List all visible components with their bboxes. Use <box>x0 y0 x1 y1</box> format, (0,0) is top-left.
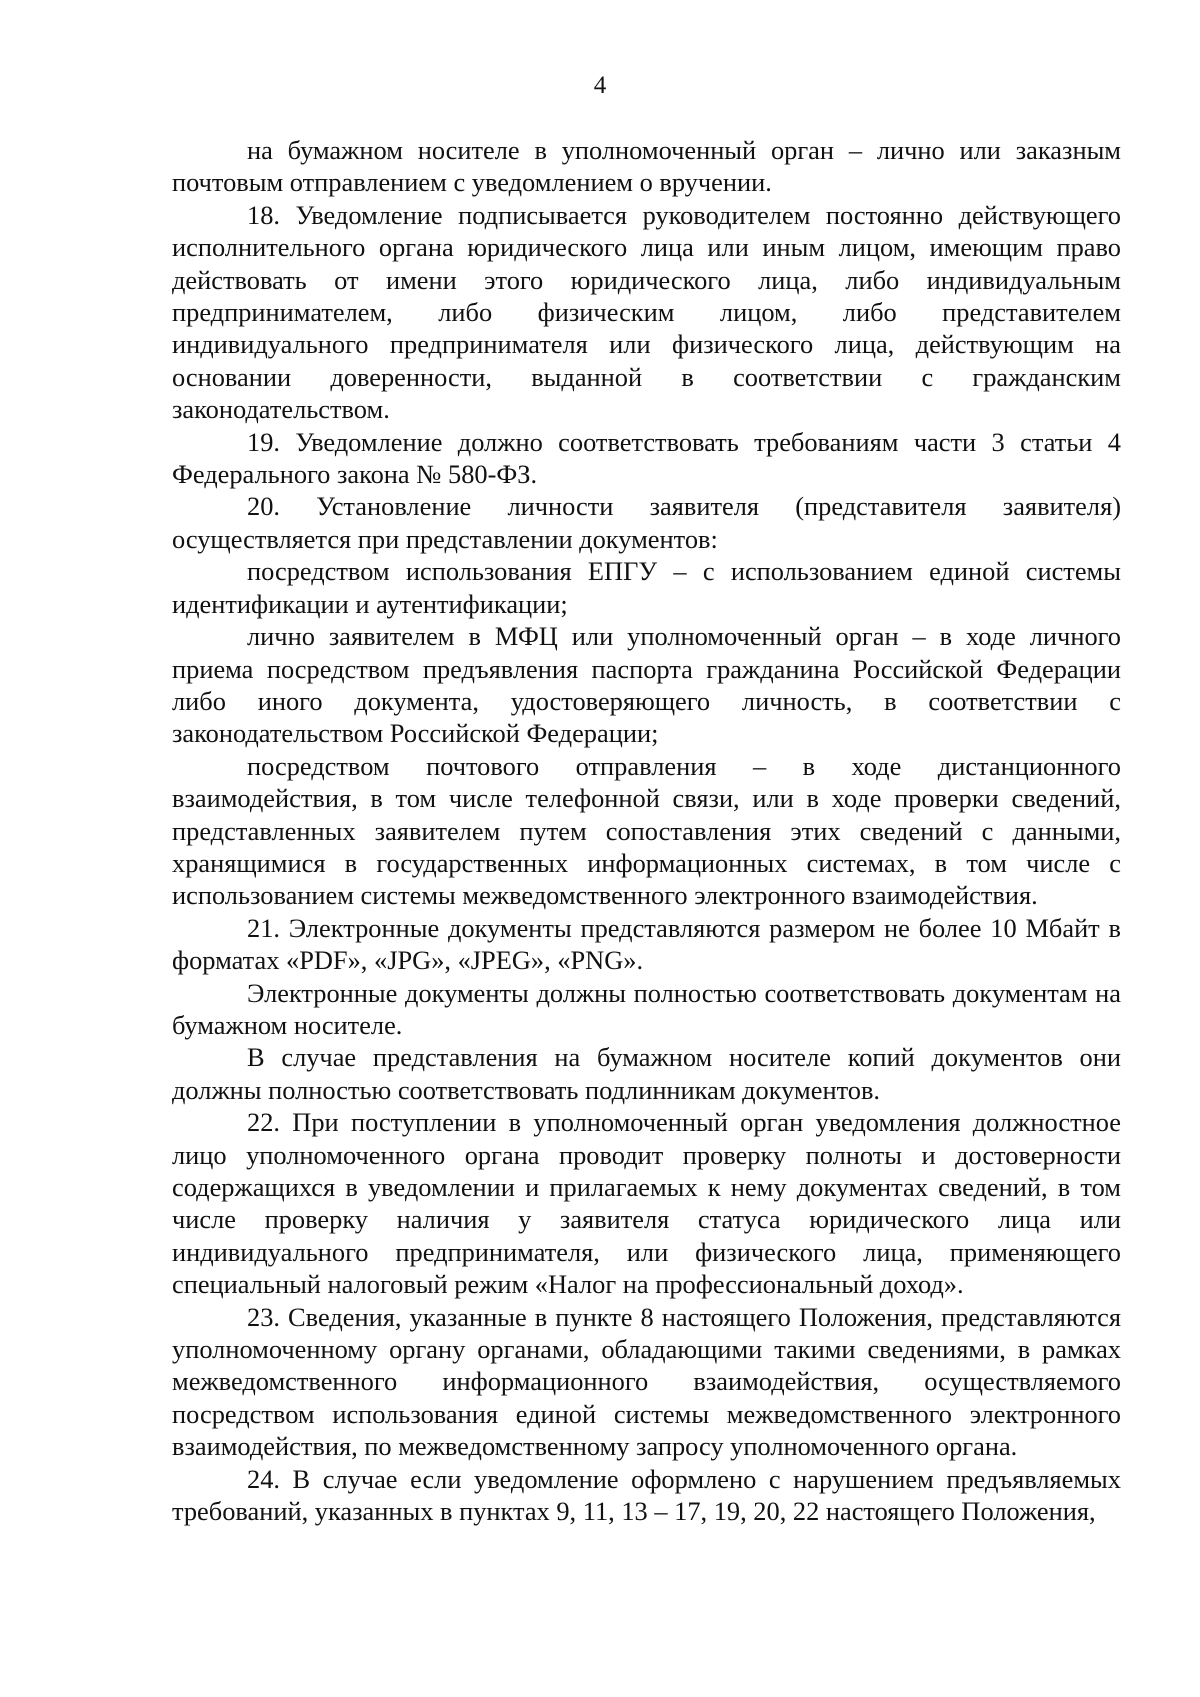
paragraph-item-18: 18. Уведомление подписывается руководителем постоянно действующего исполнительного органа юридического лица или иным лицом, имеющим право действовать от имени этого юридического лица, либо индивидуальным предпринимателем, либо физическим лицом, либо представителем индивидуального предпринимателя или физического лица, действующим на основании доверенности, выданной в соответствии с гражданским законодательством. <box>172 199 1121 425</box>
paragraph-item-21: 21. Электронные документы представляются размером не более 10 Мбайт в форматах «PDF», «JPG», «JPEG», «PNG». <box>172 912 1121 976</box>
paragraph-item-20-postal: посредством почтового отправления – в ходе дистанционного взаимодействия, в том числе телефонной связи, или в ходе проверки сведений, представленных заявителем путем сопоставления этих сведений с данными, хранящимися в государственных информационных системах, в том числе с использованием системы межведомственного электронного взаимодействия. <box>172 750 1121 911</box>
paragraph-item-20-in-person: лично заявителем в МФЦ или уполномоченный орган – в ходе личного приема посредством предъявления паспорта гражданина Российской Федерации либо иного документа, удостоверяющего личность, в соответствии с законодательством Российской Федерации; <box>172 621 1121 749</box>
document-body <box>172 134 1121 1527</box>
paragraph-item-21-paper-copies: В случае представления на бумажном носителе копий документов они должны полностью соответствовать подлинникам документов. <box>172 1042 1121 1105</box>
paragraph-item-21-electronic: Электронные документы должны полностью соответствовать документам на бумажном носителе. <box>172 977 1121 1040</box>
paragraph-item-20-epgu: посредством использования ЕПГУ – с использованием единой системы идентификации и аутентификации; <box>172 556 1121 619</box>
paragraph-continuation: на бумажном носителе в уполномоченный орган – лично или заказным почтовым отправлением с уведомлением о вручении. <box>172 135 1121 198</box>
paragraph-item-20: 20. Установление личности заявителя (представителя заявителя) осуществляется при представлении документов: <box>172 491 1121 554</box>
paragraph-item-23: 23. Сведения, указанные в пункте 8 настоящего Положения, представляются уполномоченному органу органами, обладающими такими сведениями, в рамках межведомственного информационного взаимодействия, осуществляемого посредством использования единой системы межведомственного электронного взаимодействия, по межведомственному запросу уполномоченного органа. <box>172 1301 1121 1462</box>
paragraph-item-24: 24. В случае если уведомление оформлено с нарушением предъявляемых требований, указанных в пунктах 9, 11, 13 – 17, 19, 20, 22 настоящего Положения, <box>172 1463 1121 1527</box>
paragraph-item-19: 19. Уведомление должно соответствовать требованиям части 3 статьи 4 Федерального закона № 580-ФЗ. <box>172 426 1121 490</box>
page-number: 4 <box>593 72 607 99</box>
paragraph-item-22: 22. При поступлении в уполномоченный орган уведомления должностное лицо уполномоченного органа проводит проверку полноты и достоверности содержащихся в уведомлении и прилагаемых к нему документах сведений, в том числе проверку наличия у заявителя статуса юридического лица или индивидуального предпринимателя, или физического лица, применяющего специальный налоговый режим «Налог на профессиональный доход». <box>172 1107 1121 1300</box>
